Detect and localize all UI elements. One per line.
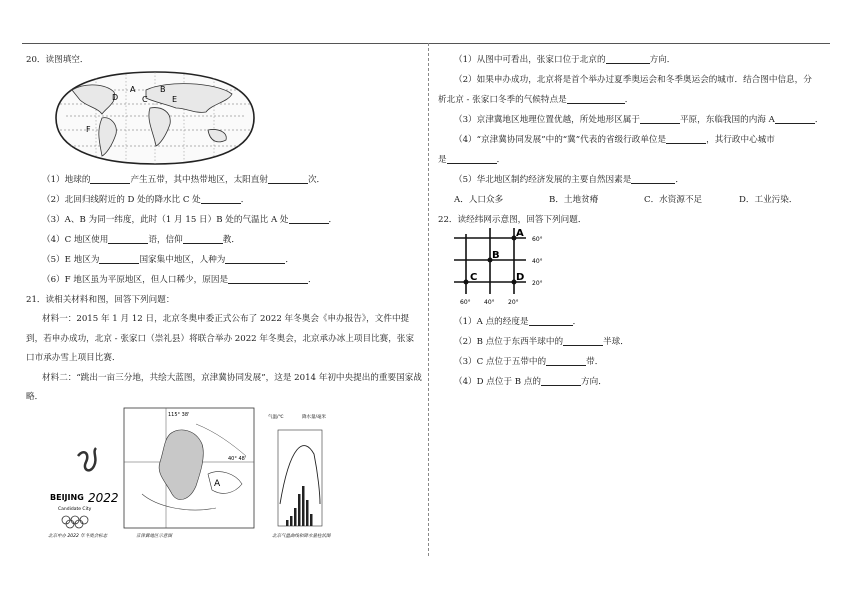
q22-item-1: （1）A 点的经度是 ． bbox=[454, 317, 582, 327]
q22-item-3: （3）C 点位于五带中的 带． bbox=[454, 357, 604, 367]
option-c[interactable]: C．水资源不足 bbox=[644, 195, 703, 205]
svg-text:BEIJING: BEIJING bbox=[50, 493, 84, 502]
grid-point-a: A bbox=[516, 228, 524, 239]
climate-axis-temp: 气温/℃ bbox=[268, 415, 284, 420]
map-label-c: C bbox=[142, 95, 148, 104]
map-label-b: B bbox=[160, 85, 166, 94]
world-map-figure bbox=[46, 68, 264, 168]
answer-blank[interactable] bbox=[201, 193, 241, 204]
q21-item-5: （5）华北地区制约经济发展的主要自然因素是 ． bbox=[454, 175, 684, 185]
lon-label-60: 60° bbox=[460, 299, 471, 306]
q21-item-4: （4）“京津冀协同发展”中的“冀”代表的省级行政单位是 ，其行政中心城市 bbox=[454, 135, 775, 145]
q21-item-1: （1）从图中可看出，张家口位于北京的 方向． bbox=[454, 55, 676, 65]
map-label-e: E bbox=[172, 95, 178, 104]
answer-blank[interactable] bbox=[546, 355, 586, 366]
beijing-climate-chart bbox=[268, 413, 332, 539]
option-b[interactable]: B．土地贫瘠 bbox=[549, 195, 599, 205]
answer-blank[interactable] bbox=[529, 315, 573, 326]
answer-blank[interactable] bbox=[228, 273, 308, 284]
q22-item-4: （4）D 点位于 B 点的 方向． bbox=[454, 377, 607, 387]
lon-label-20: 20° bbox=[508, 299, 519, 306]
map-label-a: A bbox=[130, 85, 136, 94]
caption-map: 京津冀地区示意图 bbox=[136, 534, 172, 539]
answer-blank[interactable] bbox=[183, 233, 223, 244]
q20-title: 20．读图填空． bbox=[26, 55, 89, 65]
column-divider bbox=[428, 43, 429, 556]
answer-blank[interactable] bbox=[225, 253, 285, 264]
answer-blank[interactable] bbox=[631, 173, 675, 184]
answer-blank[interactable] bbox=[541, 375, 581, 386]
grid-point-b: B bbox=[492, 250, 500, 261]
grid-point-c: C bbox=[470, 272, 478, 283]
q20-item-4: （4）C 地区使用 语，信仰 教． bbox=[42, 235, 240, 245]
q21-material-2: 材料二：“跳出一亩三分地，共绘大蓝图，京津冀协同发展”，这是 2014 年初中央提出的重要国家战略． bbox=[26, 372, 422, 402]
q20-item-2: （2）北回归线附近的 D 处的降水比 C 处 ． bbox=[42, 195, 250, 205]
q21-title: 21．读相关材料和图，回答下列问题： bbox=[26, 295, 175, 305]
q20-item-6: （6）F 地区虽为平原地区，但人口稀少，原因是 ． bbox=[42, 275, 317, 285]
answer-blank[interactable] bbox=[90, 173, 130, 184]
q22-title: 22．读经纬网示意图，回答下列问题． bbox=[438, 215, 587, 225]
answer-blank[interactable] bbox=[567, 93, 625, 104]
lat-label-40: 40° bbox=[532, 258, 543, 265]
lat-label-20: 20° bbox=[532, 280, 543, 287]
q20-item-1: （1）地球的 产生五带，其中热带地区，太阳直射 次． bbox=[42, 175, 326, 185]
grid-point-d: D bbox=[516, 272, 525, 283]
caption-climate: 北京气温曲线和降水量柱状图 bbox=[272, 534, 331, 539]
climate-axis-precip: 降水量/毫米 bbox=[302, 415, 327, 420]
answer-blank[interactable] bbox=[108, 233, 148, 244]
answer-blank[interactable] bbox=[563, 335, 603, 346]
jingjinji-map bbox=[124, 408, 254, 539]
answer-blank[interactable] bbox=[775, 113, 815, 124]
q21-material-1: 材料一：2015 年 1 月 12 日，北京冬奥申委正式公布了 2022 年冬奥会《申办报告》，文件中提到，若申办成功，北京 - 张家口（崇礼县）将联合举办 2022 年冬奥会，北京承办冰上项目比赛，张家口市承办雪上项目比赛． bbox=[26, 314, 415, 363]
answer-blank[interactable] bbox=[99, 253, 139, 264]
left-column bbox=[26, 50, 422, 70]
svg-text:Candidate City: Candidate City bbox=[58, 507, 92, 512]
q21-item-2-cont: 析北京 - 张家口冬季的气候特点是 ． bbox=[438, 95, 634, 105]
option-d[interactable]: D．工业污染． bbox=[739, 195, 798, 205]
q20-questions bbox=[26, 170, 422, 408]
answer-blank[interactable] bbox=[447, 153, 497, 164]
lat-lon-grid-figure bbox=[452, 224, 562, 310]
option-a[interactable]: A．人口众多 bbox=[454, 195, 504, 205]
map-point-a: A bbox=[214, 479, 221, 489]
map-coord-lon: 115° 38' bbox=[168, 412, 190, 418]
caption-logo: 北京申办 2022 年冬奥会标志 bbox=[48, 534, 108, 539]
q22-item-2: （2）B 点位于东西半球中的 半球． bbox=[454, 337, 629, 347]
q20-item-3: （3）A、B 为同一纬度，此时（1 月 15 日）B 处的气温比 A 处 ． bbox=[42, 215, 338, 225]
q21-options bbox=[438, 190, 834, 210]
header-rule bbox=[22, 43, 830, 44]
answer-blank[interactable] bbox=[606, 53, 650, 64]
q21-item-2: （2）如果申办成功，北京将是首个举办过夏季奥运会和冬季奥运会的城市．结合图中信息，分 bbox=[454, 75, 812, 85]
lat-label-60: 60° bbox=[532, 236, 543, 243]
map-label-d: D bbox=[112, 93, 119, 102]
svg-text:2022: 2022 bbox=[88, 491, 119, 505]
q20-item-5: （5）E 地区为 国家集中地区，人种为 ． bbox=[42, 255, 295, 265]
q22-questions bbox=[438, 312, 834, 392]
lon-label-40: 40° bbox=[484, 299, 495, 306]
answer-blank[interactable] bbox=[268, 173, 308, 184]
q21-item-4-cont: 是 ． bbox=[438, 155, 506, 165]
map-coord-lat: 40° 48' bbox=[228, 456, 247, 462]
beijing-2022-logo bbox=[48, 448, 119, 539]
answer-blank[interactable] bbox=[289, 213, 329, 224]
q21-item-3: （3）京津冀地区地理位置优越，所处地形区属于 平原，东临我国的内海 A ． bbox=[454, 115, 824, 125]
answer-blank[interactable] bbox=[666, 133, 706, 144]
answer-blank[interactable] bbox=[640, 113, 680, 124]
q21-figures bbox=[46, 404, 346, 544]
map-label-f: F bbox=[86, 125, 91, 134]
right-column bbox=[438, 50, 834, 230]
